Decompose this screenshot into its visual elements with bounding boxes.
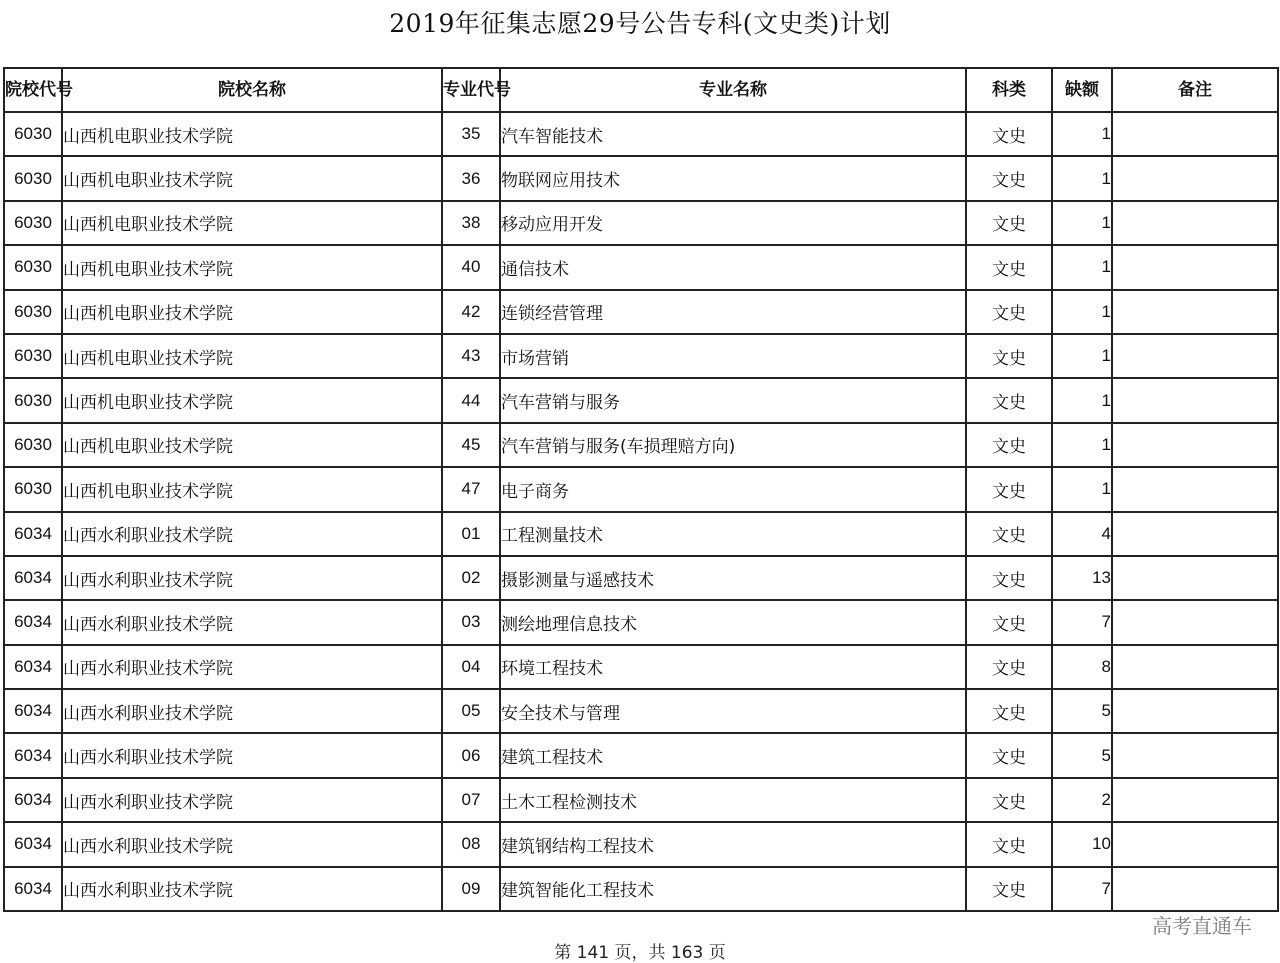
cell-major-code: 42 [442,290,500,334]
cell-school-code: 6034 [4,733,62,777]
table-row [4,645,1278,689]
cell-school-name: 山西机电职业技术学院 [62,245,442,289]
table-row [4,423,1278,467]
cell-major-code: 38 [442,201,500,245]
cell-school-name: 山西机电职业技术学院 [62,378,442,422]
table-row [4,334,1278,378]
table-row [4,689,1278,733]
cell-major-name: 测绘地理信息技术 [500,600,966,644]
cell-school-code: 6034 [4,867,62,911]
cell-school-code: 6030 [4,290,62,334]
cell-school-name: 山西水利职业技术学院 [62,645,442,689]
cell-major-code: 47 [442,467,500,511]
cell-major-code: 05 [442,689,500,733]
cell-school-code: 6034 [4,645,62,689]
table-row [4,512,1278,556]
cell-school-name: 山西水利职业技术学院 [62,512,442,556]
cell-quota: 1 [1052,112,1112,156]
cell-school-name: 山西机电职业技术学院 [62,156,442,200]
cell-major-code: 36 [442,156,500,200]
cell-quota: 8 [1052,645,1112,689]
cell-category: 文史 [966,733,1052,777]
table-row [4,733,1278,777]
cell-school-name: 山西水利职业技术学院 [62,689,442,733]
cell-major-code: 07 [442,778,500,822]
table-header-row [4,68,1278,112]
cell-note [1112,822,1278,866]
cell-major-name: 环境工程技术 [500,645,966,689]
cell-category: 文史 [966,156,1052,200]
table-row [4,378,1278,422]
cell-school-code: 6034 [4,822,62,866]
cell-category: 文史 [966,290,1052,334]
cell-major-name: 物联网应用技术 [500,156,966,200]
table-row [4,290,1278,334]
cell-note [1112,423,1278,467]
cell-note [1112,600,1278,644]
cell-category: 文史 [966,867,1052,911]
cell-school-name: 山西水利职业技术学院 [62,733,442,777]
cell-category: 文史 [966,689,1052,733]
cell-major-code: 08 [442,822,500,866]
cell-school-name: 山西机电职业技术学院 [62,201,442,245]
cell-category: 文史 [966,600,1052,644]
cell-quota: 1 [1052,201,1112,245]
cell-category: 文史 [966,112,1052,156]
cell-quota: 1 [1052,156,1112,200]
cell-category: 文史 [966,778,1052,822]
cell-major-name: 安全技术与管理 [500,689,966,733]
cell-school-name: 山西机电职业技术学院 [62,334,442,378]
cell-quota: 7 [1052,867,1112,911]
cell-school-code: 6030 [4,112,62,156]
cell-school-code: 6030 [4,423,62,467]
cell-quota: 1 [1052,290,1112,334]
cell-major-code: 43 [442,334,500,378]
cell-major-name: 汽车营销与服务 [500,378,966,422]
header-category: 科类 [966,68,1052,112]
cell-school-code: 6030 [4,156,62,200]
cell-note [1112,156,1278,200]
table-row [4,201,1278,245]
cell-major-name: 市场营销 [500,334,966,378]
cell-school-code: 6030 [4,334,62,378]
cell-note [1112,201,1278,245]
cell-school-name: 山西水利职业技术学院 [62,778,442,822]
cell-major-name: 建筑钢结构工程技术 [500,822,966,866]
cell-major-code: 01 [442,512,500,556]
cell-note [1112,245,1278,289]
cell-note [1112,867,1278,911]
cell-school-name: 山西水利职业技术学院 [62,556,442,600]
cell-major-code: 04 [442,645,500,689]
table-row [4,600,1278,644]
table-row [4,112,1278,156]
header-note: 备注 [1112,68,1278,112]
cell-quota: 1 [1052,334,1112,378]
cell-major-name: 建筑工程技术 [500,733,966,777]
cell-category: 文史 [966,378,1052,422]
cell-category: 文史 [966,512,1052,556]
header-quota: 缺额 [1052,68,1112,112]
cell-quota: 5 [1052,689,1112,733]
cell-major-code: 09 [442,867,500,911]
cell-note [1112,290,1278,334]
cell-school-name: 山西机电职业技术学院 [62,112,442,156]
cell-major-name: 建筑智能化工程技术 [500,867,966,911]
cell-quota: 1 [1052,467,1112,511]
cell-school-name: 山西水利职业技术学院 [62,822,442,866]
table-row [4,156,1278,200]
header-major-code: 专业代号 [442,68,500,112]
table-row [4,822,1278,866]
cell-major-name: 土木工程检测技术 [500,778,966,822]
cell-note [1112,733,1278,777]
cell-quota: 10 [1052,822,1112,866]
cell-note [1112,645,1278,689]
table-row [4,245,1278,289]
cell-school-name: 山西水利职业技术学院 [62,600,442,644]
enrollment-plan-table [3,67,1279,912]
cell-category: 文史 [966,423,1052,467]
cell-quota: 2 [1052,778,1112,822]
cell-major-code: 40 [442,245,500,289]
cell-quota: 1 [1052,245,1112,289]
cell-major-name: 通信技术 [500,245,966,289]
cell-quota: 4 [1052,512,1112,556]
cell-category: 文史 [966,467,1052,511]
cell-note [1112,334,1278,378]
cell-school-name: 山西水利职业技术学院 [62,867,442,911]
cell-note [1112,378,1278,422]
table-row [4,556,1278,600]
cell-major-name: 汽车智能技术 [500,112,966,156]
cell-quota: 1 [1052,423,1112,467]
cell-category: 文史 [966,645,1052,689]
cell-quota: 5 [1052,733,1112,777]
cell-major-name: 连锁经营管理 [500,290,966,334]
cell-school-code: 6034 [4,556,62,600]
cell-major-code: 02 [442,556,500,600]
cell-note [1112,778,1278,822]
cell-school-code: 6030 [4,467,62,511]
cell-school-code: 6034 [4,600,62,644]
cell-note [1112,467,1278,511]
cell-major-code: 44 [442,378,500,422]
cell-major-name: 工程测量技术 [500,512,966,556]
cell-note [1112,112,1278,156]
cell-school-name: 山西机电职业技术学院 [62,467,442,511]
cell-major-name: 汽车营销与服务(车损理赔方向) [500,423,966,467]
cell-major-code: 03 [442,600,500,644]
page-footer: 第 141 页，共 163 页 [554,943,726,963]
cell-school-code: 6030 [4,245,62,289]
cell-category: 文史 [966,245,1052,289]
cell-major-code: 45 [442,423,500,467]
cell-school-code: 6030 [4,201,62,245]
cell-category: 文史 [966,822,1052,866]
cell-note [1112,556,1278,600]
cell-major-code: 06 [442,733,500,777]
cell-school-code: 6034 [4,512,62,556]
header-school-code: 院校代号 [4,68,62,112]
cell-major-name: 移动应用开发 [500,201,966,245]
cell-major-name: 摄影测量与遥感技术 [500,556,966,600]
cell-school-name: 山西机电职业技术学院 [62,423,442,467]
cell-quota: 13 [1052,556,1112,600]
cell-major-name: 电子商务 [500,467,966,511]
table-row [4,467,1278,511]
cell-category: 文史 [966,556,1052,600]
cell-school-name: 山西机电职业技术学院 [62,290,442,334]
cell-major-code: 35 [442,112,500,156]
cell-quota: 7 [1052,600,1112,644]
table-body [4,112,1278,911]
cell-category: 文史 [966,201,1052,245]
cell-note [1112,512,1278,556]
cell-quota: 1 [1052,378,1112,422]
header-school-name: 院校名称 [62,68,442,112]
cell-school-code: 6034 [4,778,62,822]
table-row [4,867,1278,911]
table-row [4,778,1278,822]
cell-school-code: 6034 [4,689,62,733]
cell-school-code: 6030 [4,378,62,422]
cell-note [1112,689,1278,733]
header-major-name: 专业名称 [500,68,966,112]
watermark: 高考直通车 [1152,914,1252,938]
cell-category: 文史 [966,334,1052,378]
page-title: 2019年征集志愿29号公告专科(文史类)计划 [389,9,891,38]
